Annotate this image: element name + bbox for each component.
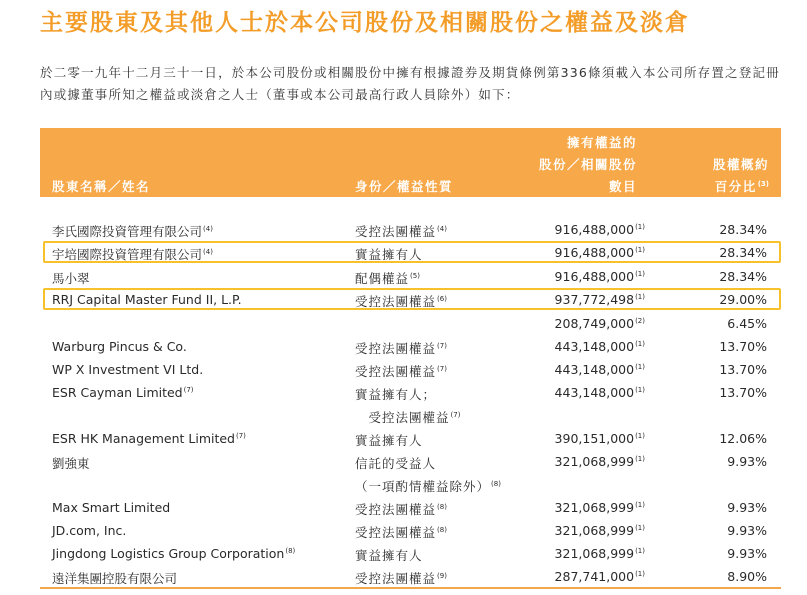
header-shares-line1: 擁有權益的: [566, 135, 637, 150]
capacity-cell: （一項酌情權益除外）$^{(8)}$: [355, 479, 501, 494]
shares-cell: 916,488,000$^{(1)}$: [554, 222, 645, 237]
capacity-cell: 配偶權益$^{(5)}$: [355, 271, 420, 286]
capacity-cell: 受控法團權益$^{(7)}$: [355, 364, 447, 379]
percentage-cell: 29.00%: [719, 292, 767, 307]
table-row: [0, 520, 807, 542]
table-row: [0, 219, 807, 241]
shares-cell: 443,148,000$^{(1)}$: [554, 339, 645, 354]
header-pct-line1: 股權概約: [712, 157, 769, 172]
percentage-cell: 6.45%: [727, 316, 767, 331]
shareholder-name: 劉強東: [52, 456, 90, 471]
table-header: [40, 128, 781, 197]
shareholder-name: ESR Cayman Limited$^{(7)}$: [52, 385, 194, 400]
percentage-cell: 28.34%: [719, 269, 767, 284]
shares-cell: 390,151,000$^{(1)}$: [554, 431, 645, 446]
shareholder-name: WP X Investment VI Ltd.: [52, 362, 204, 377]
highlight-box-yupei: [43, 241, 781, 263]
capacity-cell: 受控法團權益$^{(6)}$: [355, 294, 447, 309]
table-row: [0, 266, 807, 288]
header-shares-line3: 數目: [608, 179, 637, 194]
percentage-cell: 12.06%: [719, 431, 767, 446]
percentage-cell: 13.70%: [719, 385, 767, 400]
shareholder-name: ESR HK Management Limited$^{(7)}$: [52, 431, 246, 446]
capacity-cell: 實益擁有人: [355, 548, 423, 563]
intro-paragraph: 於二零一九年十二月三十一日，於本公司股份或相關股份中擁有根據證券及期貨條例第336條須載入本公司所存置之登記冊內或據董事所知之權益或淡倉之人士（董事或本公司最高行政人員除外）如下：: [40, 65, 780, 102]
capacity-cell: 受控法團權益$^{(8)}$: [355, 502, 447, 517]
shareholder-name: 宇培國際投資管理有限公司$^{(4)}$: [52, 247, 213, 262]
shares-cell: 321,068,999$^{(1)}$: [554, 454, 645, 469]
shares-cell: 916,488,000$^{(1)}$: [554, 245, 645, 260]
page-title: 主要股東及其他人士於本公司股份及相關股份之權益及淡倉: [40, 10, 690, 36]
shares-cell: 321,068,999$^{(1)}$: [554, 523, 645, 538]
capacity-cell: 受控法團權益$^{(4)}$: [355, 224, 447, 239]
table-row: [0, 359, 807, 381]
percentage-cell: 28.34%: [719, 245, 767, 260]
shareholder-name: Jingdong Logistics Group Corporation$^{(8)}$: [52, 546, 296, 561]
header-pct-line2: 百分比$^{(3)}$: [714, 179, 769, 194]
table-row: [0, 313, 807, 335]
percentage-cell: 28.34%: [719, 222, 767, 237]
percentage-cell: 9.93%: [727, 454, 767, 469]
shareholder-name: Max Smart Limited: [52, 500, 171, 515]
capacity-cell: 實益擁有人: [355, 433, 423, 448]
table-row: [0, 405, 807, 427]
table-row: [0, 451, 807, 473]
capacity-cell: 受控法團權益$^{(8)}$: [355, 525, 447, 540]
shareholder-name: 遠洋集團控股有限公司: [52, 571, 178, 586]
shareholder-name: Warburg Pincus & Co.: [52, 339, 187, 354]
capacity-cell: 信託的受益人: [355, 456, 437, 471]
shareholder-name: 馬小翠: [52, 271, 90, 286]
percentage-cell: 9.93%: [727, 546, 767, 561]
header-shares-line2: 股份／相關股份: [538, 157, 637, 172]
percentage-cell: 13.70%: [719, 339, 767, 354]
table-row: [0, 497, 807, 519]
table-row: [0, 336, 807, 358]
capacity-cell: 實益擁有人；: [355, 387, 437, 402]
capacity-cell: 受控法團權益$^{(9)}$: [355, 571, 447, 586]
table-row: [0, 474, 807, 496]
shareholder-name: RRJ Capital Master Fund II, L.P.: [52, 292, 242, 307]
percentage-cell: 9.93%: [727, 500, 767, 515]
header-name: 股東名稱／姓名: [52, 179, 151, 194]
capacity-cell: 受控法團權益$^{(7)}$: [355, 341, 447, 356]
capacity-cell: 受控法團權益$^{(7)}$: [355, 410, 461, 425]
capacity-cell: 實益擁有人: [355, 247, 423, 262]
shares-cell: 443,148,000$^{(1)}$: [554, 362, 645, 377]
table-row: [0, 428, 807, 450]
table-row: [0, 382, 807, 404]
table-row: [0, 543, 807, 565]
shares-cell: 443,148,000$^{(1)}$: [554, 385, 645, 400]
shares-cell: 916,488,000$^{(1)}$: [554, 269, 645, 284]
percentage-cell: 13.70%: [719, 362, 767, 377]
percentage-cell: 9.93%: [727, 523, 767, 538]
shares-cell: 287,741,000$^{(1)}$: [554, 569, 645, 584]
percentage-cell: 8.90%: [727, 569, 767, 584]
table-row: [0, 566, 807, 588]
table-bottom-rule: [40, 587, 781, 589]
shares-cell: 937,772,498$^{(1)}$: [554, 292, 645, 307]
shares-cell: 321,068,999$^{(1)}$: [554, 500, 645, 515]
shares-cell: 321,068,999$^{(1)}$: [554, 546, 645, 561]
header-capacity: 身份／權益性質: [355, 179, 454, 194]
shareholder-name: 李氏國際投資管理有限公司$^{(4)}$: [52, 224, 213, 239]
shareholder-name: JD.com, Inc.: [52, 523, 127, 538]
shares-cell: 208,749,000$^{(2)}$: [554, 316, 645, 331]
highlight-box-rrj: [43, 288, 781, 310]
